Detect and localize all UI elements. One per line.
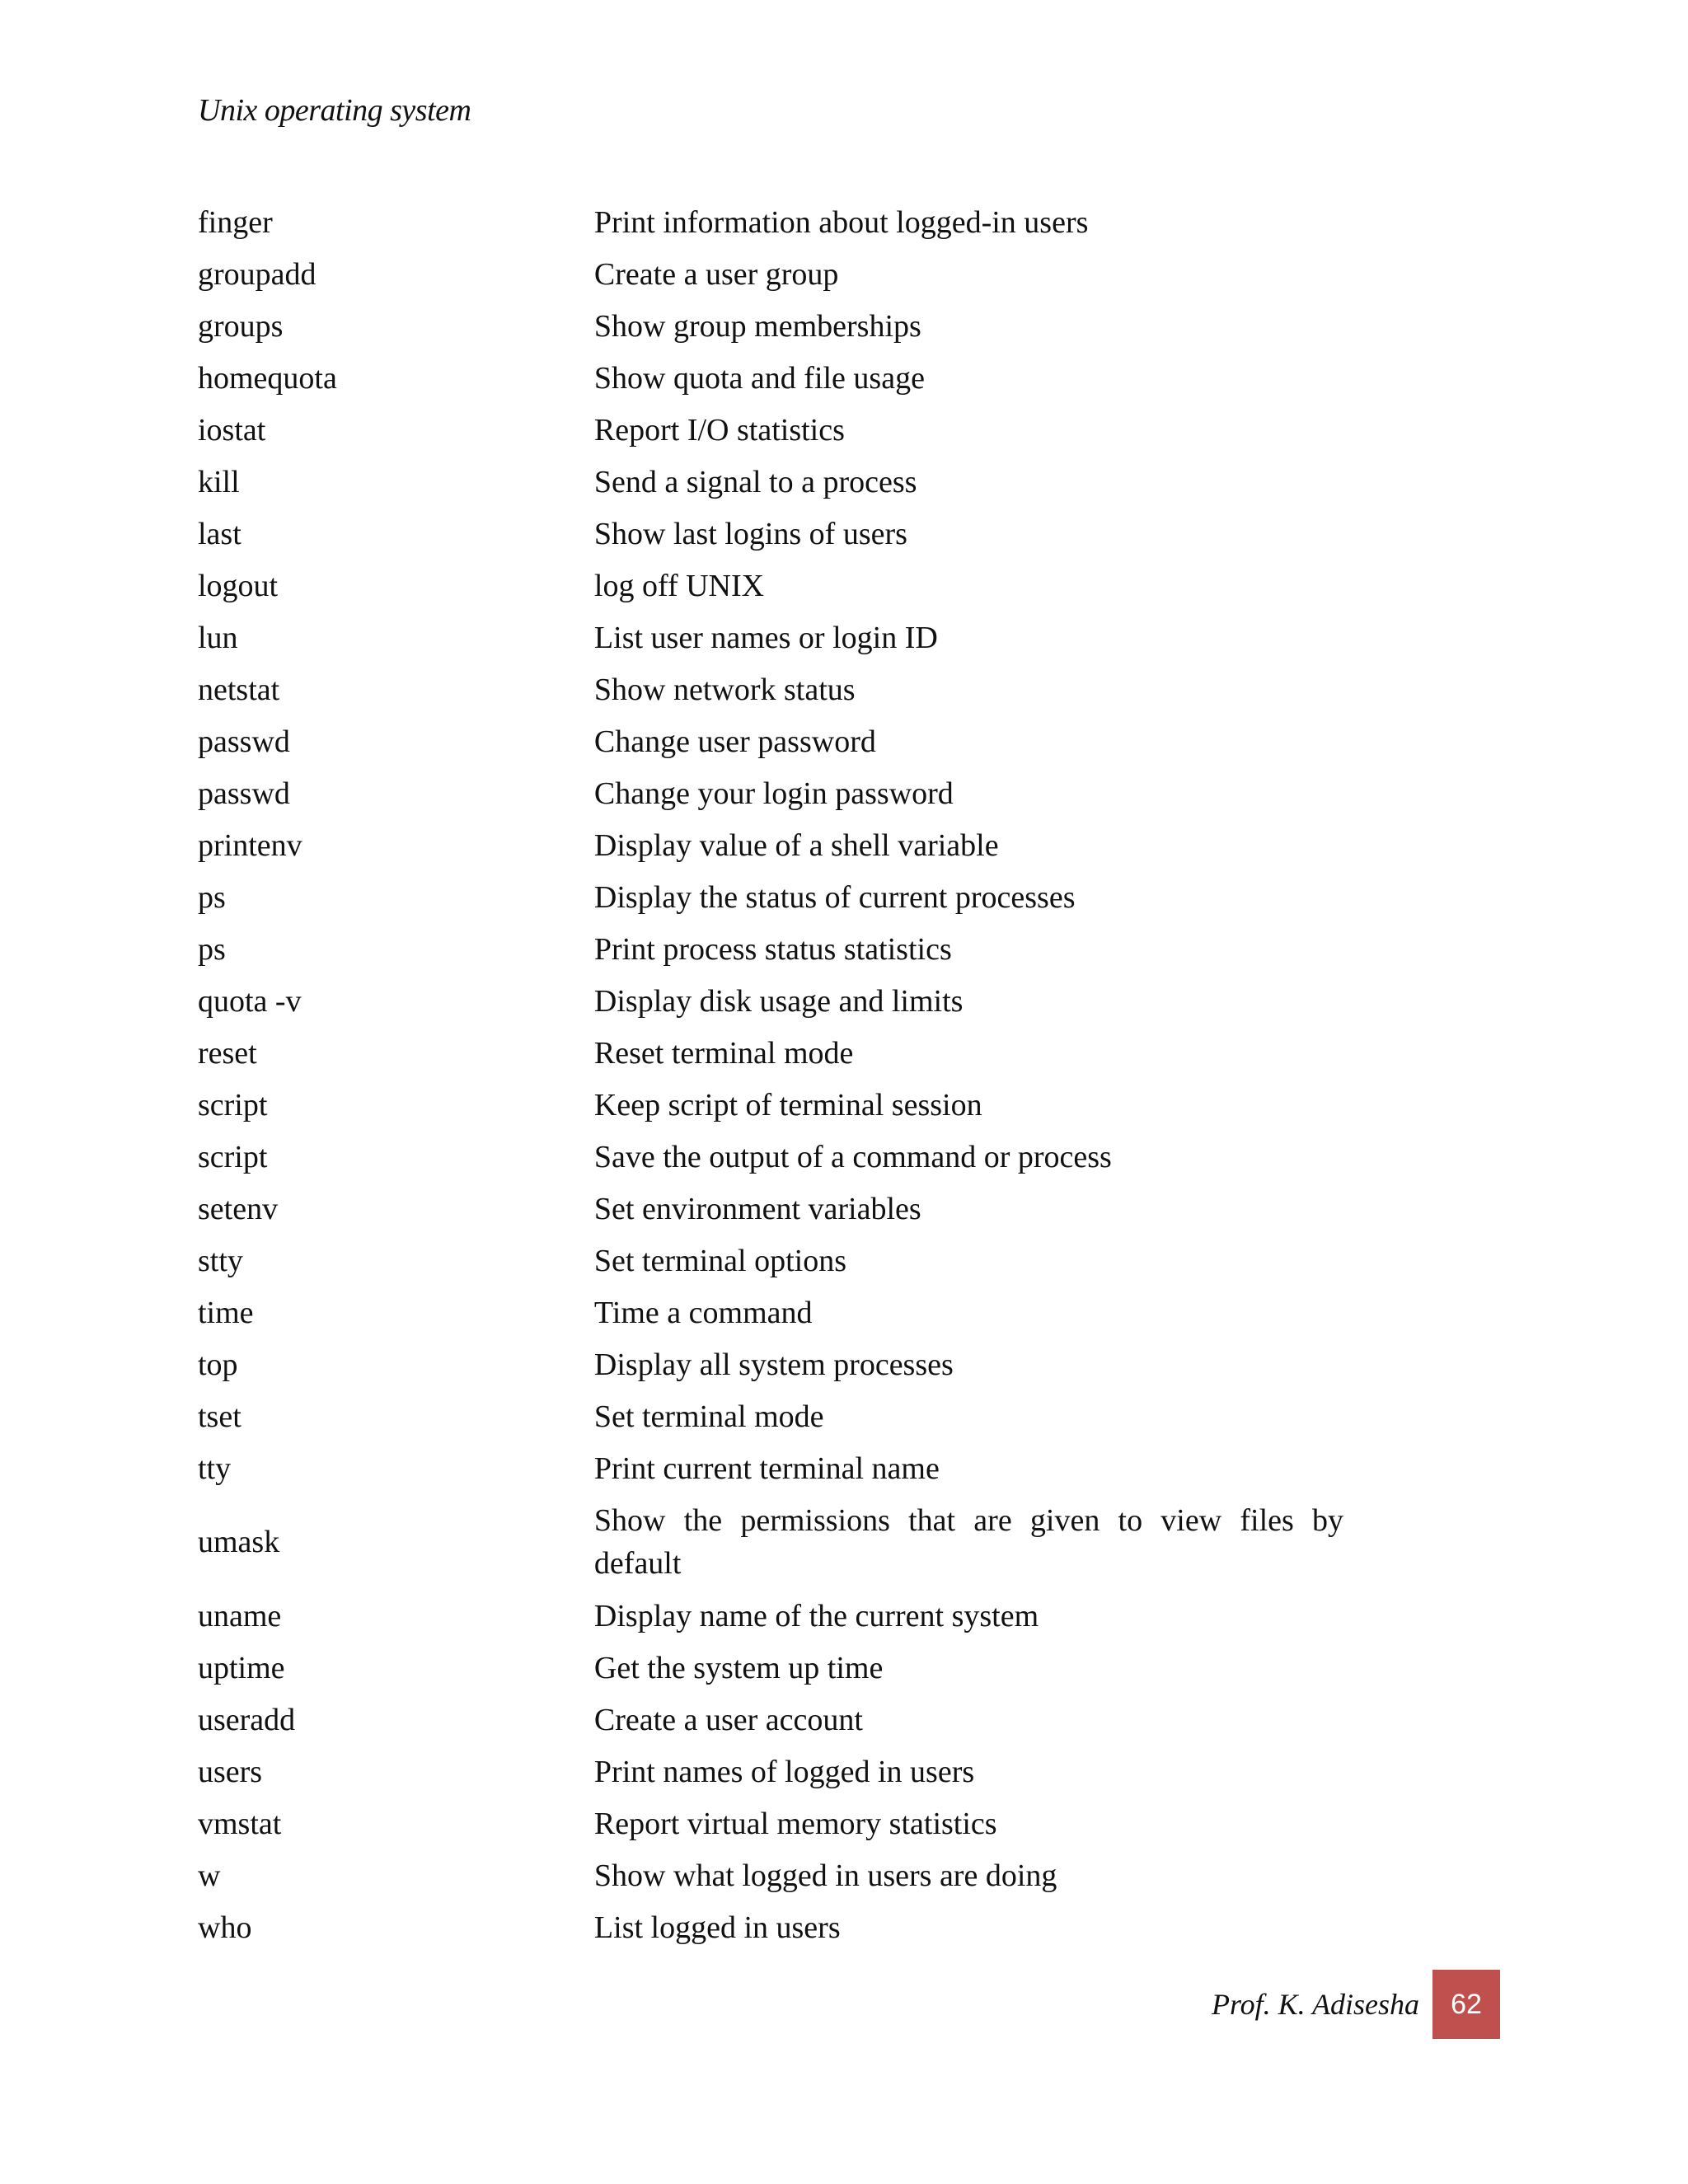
command-description: Set environment variables [593,1191,921,1226]
command-description: Print information about logged-in users [593,204,1089,240]
command-name: passwd [198,724,290,759]
command-description: Display the status of current processes [593,879,1076,915]
command-description: List logged in users [593,1910,841,1945]
command-table [198,196,1352,1953]
command-name: useradd [198,1702,296,1737]
command-row [198,975,1352,1027]
command-row [198,1442,1352,1494]
command-name: passwd [198,776,290,811]
command-row [198,715,1352,767]
command-name: finger [198,204,273,240]
command-row [198,871,1352,923]
command-description: Print current terminal name [593,1451,940,1486]
command-description: Keep script of terminal session [593,1087,982,1122]
command-description: log off UNIX [593,568,765,603]
command-description: Show the permissions that are given to view files by default [593,1503,1343,1581]
command-description: Print names of logged in users [593,1754,975,1789]
command-description: Create a user account [593,1702,863,1737]
command-row [198,1746,1352,1797]
command-name: script [198,1087,268,1122]
command-description: Set terminal options [593,1243,846,1278]
command-description: Show what logged in users are doing [593,1858,1057,1893]
command-row [198,819,1352,871]
command-name: ps [198,931,226,967]
command-description: List user names or login ID [593,620,938,655]
command-row [198,1079,1352,1131]
command-name: time [198,1295,254,1330]
command-name: kill [198,464,240,499]
command-description: Show quota and file usage [593,360,925,396]
command-name: reset [198,1035,257,1071]
command-name: groupadd [198,256,316,292]
command-description: Show last logins of users [593,516,907,551]
command-row [198,1590,1352,1642]
command-description: Get the system up time [593,1650,884,1685]
page-footer [1212,1970,1500,2039]
command-row [198,1286,1352,1338]
command-row [198,248,1352,300]
command-description: Time a command [593,1295,813,1330]
command-description: Change your login password [593,776,954,811]
command-name: groups [198,308,284,344]
command-row [198,1235,1352,1286]
command-description: Report virtual memory statistics [593,1806,997,1841]
command-description: Send a signal to a process [593,464,917,499]
command-description: Change user password [593,724,876,759]
running-header: Unix operating system [198,93,471,128]
command-name: uptime [198,1650,285,1685]
command-name: script [198,1139,268,1174]
footer-author: Prof. K. Adisesha [1211,1988,1419,2021]
command-row [198,1642,1352,1694]
command-row [198,767,1352,819]
command-row [198,404,1352,456]
command-name: lun [198,620,238,655]
command-description: Display disk usage and limits [593,983,964,1019]
command-row [198,612,1352,663]
command-name: iostat [198,412,266,448]
command-row [198,196,1352,248]
command-row [198,1901,1352,1953]
command-row [198,508,1352,560]
command-name: ps [198,879,226,915]
command-description: Show group memberships [593,308,921,344]
command-row [198,663,1352,715]
command-description: Display all system processes [593,1347,954,1382]
command-row [198,1338,1352,1390]
command-name: users [198,1754,263,1789]
command-description: Set terminal mode [593,1399,824,1434]
command-row [198,1494,1352,1590]
command-description: Show network status [593,672,856,707]
command-name: umask [198,1525,280,1559]
command-description: Report I/O statistics [593,412,845,448]
command-table-body [198,196,1352,1953]
command-name: printenv [198,827,302,863]
command-row [198,1131,1352,1183]
command-row [198,352,1352,404]
command-row [198,1694,1352,1746]
command-name: logout [198,568,279,603]
command-name: tset [198,1399,241,1434]
command-name: quota -v [198,983,302,1019]
command-name: vmstat [198,1806,282,1841]
command-row [198,1027,1352,1079]
command-row [198,1849,1352,1901]
command-name: who [198,1910,252,1945]
command-name: top [198,1347,238,1382]
command-row [198,1390,1352,1442]
command-description: Create a user group [593,256,839,292]
command-name: w [198,1858,221,1893]
command-row [198,456,1352,508]
command-description: Display name of the current system [593,1598,1039,1633]
command-row [198,1183,1352,1235]
page-number-badge: 62 [1432,1970,1500,2039]
command-name: tty [198,1451,232,1486]
command-description: Display value of a shell variable [593,827,999,863]
command-row [198,923,1352,975]
command-row [198,300,1352,352]
command-description: Reset terminal mode [593,1035,854,1071]
command-name: setenv [198,1191,279,1226]
command-row [198,1797,1352,1849]
command-name: last [198,516,241,551]
command-name: uname [198,1598,282,1633]
command-name: stty [198,1243,243,1278]
command-name: netstat [198,672,280,707]
command-description: Print process status statistics [593,931,952,967]
command-description: Save the output of a command or process [593,1139,1112,1174]
command-row [198,560,1352,612]
command-name: homequota [198,360,337,396]
